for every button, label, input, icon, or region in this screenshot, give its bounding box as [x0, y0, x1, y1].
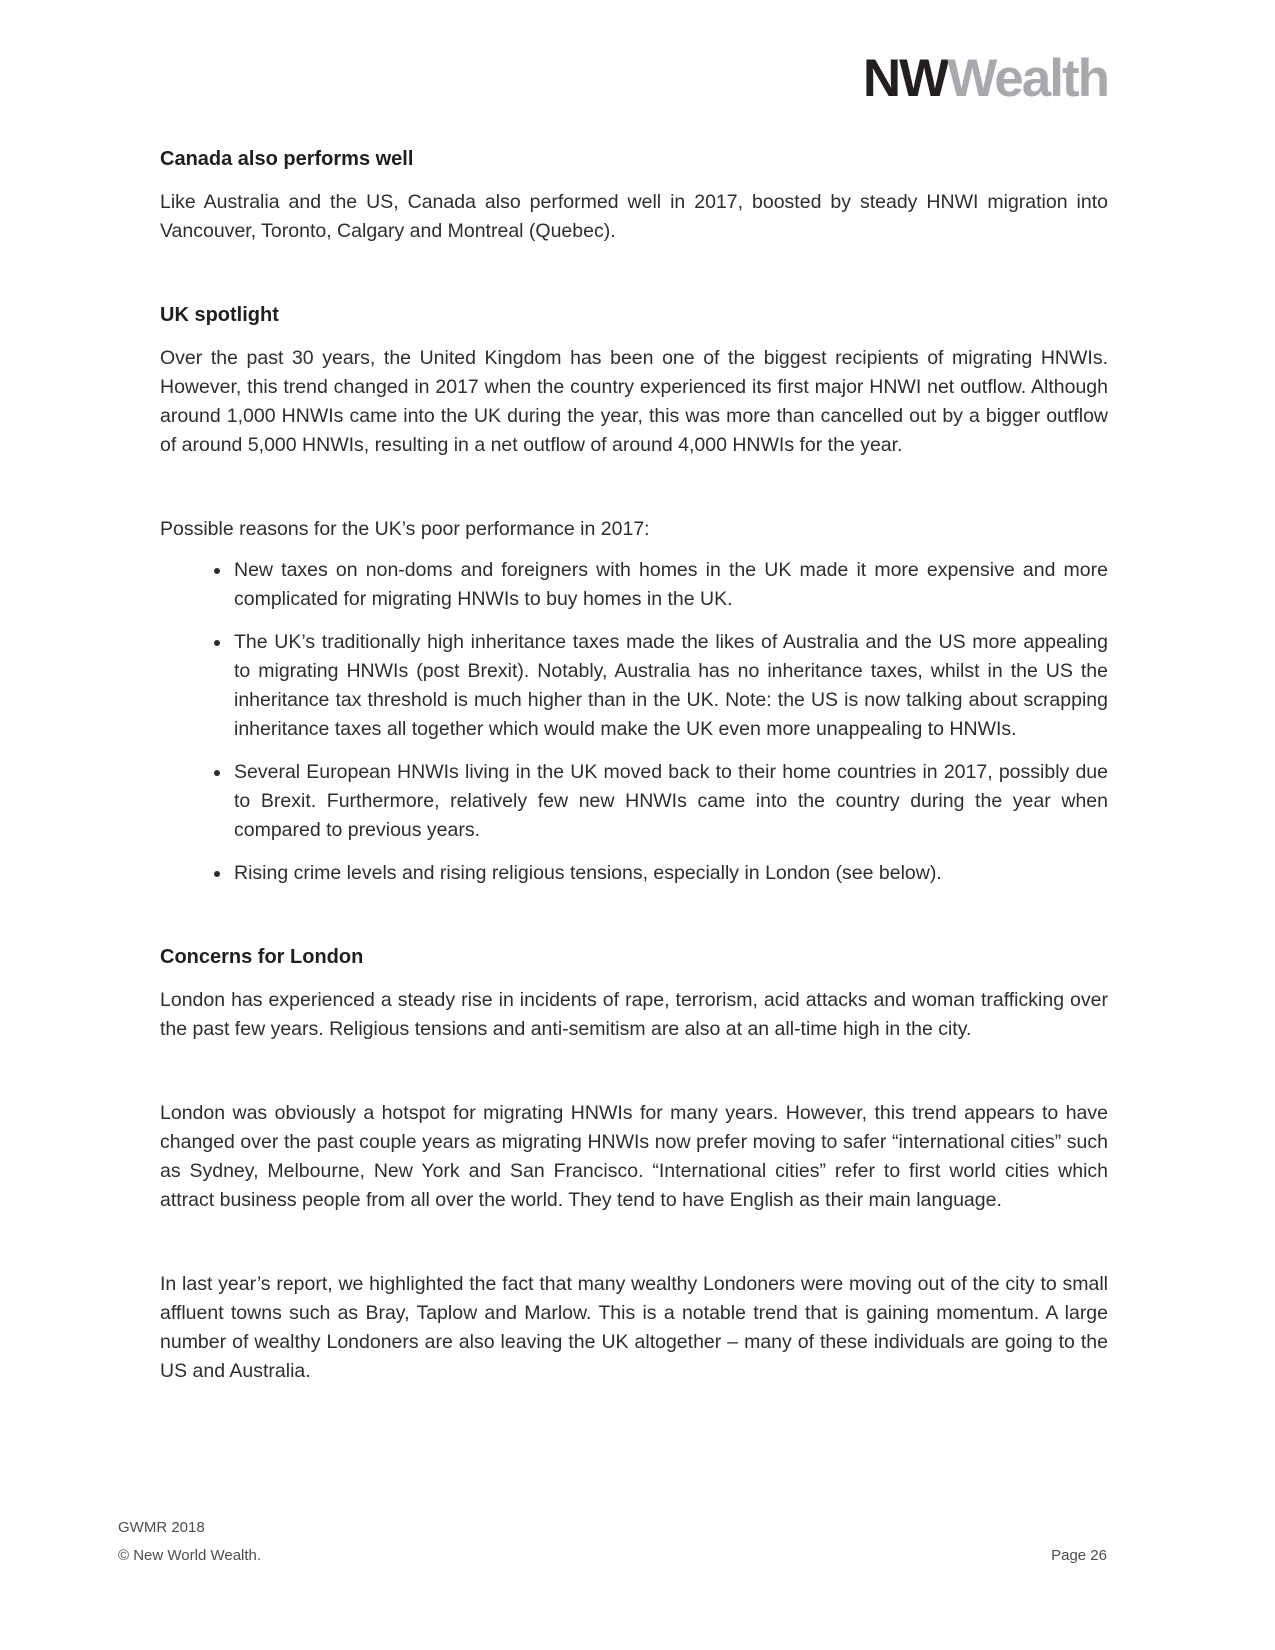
- footer-left: [118, 1514, 261, 1570]
- logo-wealth-text: Wealth: [947, 49, 1108, 108]
- paragraph: In last year’s report, we highlighted the fact that many wealthy Londoners were moving out of the city to small affluent towns such as Bray, Taplow and Marlow. This is a notable trend that is gaining momentum. A large number of wealthy Londoners are also leaving the UK altogether – many of these individuals are going to the US and Australia.: [160, 1273, 1108, 1382]
- bullet-item: • Rising crime levels and rising religious tensions, especially in London (see below).: [232, 859, 1108, 888]
- paragraph: Like Australia and the US, Canada also performed well in 2017, boosted by steady HNWI migration into Vancouver, Toronto, Calgary and Montreal (Quebec).: [160, 191, 1108, 242]
- paragraph: Possible reasons for the UK’s poor performance in 2017:: [160, 518, 650, 540]
- section-canada: [160, 145, 1108, 246]
- nw-wealth-logo: [862, 49, 1108, 108]
- section-heading: UK spotlight: [160, 304, 279, 326]
- logo-nw-text: NW: [862, 49, 948, 108]
- document-body: [160, 145, 1108, 1441]
- bullet-list: [160, 556, 1108, 888]
- footer-report-label: GWMR 2018: [118, 1519, 205, 1536]
- section-uk-spotlight: [160, 301, 1108, 888]
- bullet-item: • New taxes on non-doms and foreigners with homes in the UK made it more expensive and more complicated for migrating HNWIs to buy homes in the UK.: [232, 556, 1108, 614]
- paragraph: London has experienced a steady rise in incidents of rape, terrorism, acid attacks and woman trafficking over the past few years. Religious tensions and anti-semitism are also at an all-time high in the city.: [160, 989, 1108, 1040]
- footer-page-number: Page 26: [1051, 1547, 1107, 1564]
- section-heading: Canada also performs well: [160, 148, 414, 170]
- paragraph: London was obviously a hotspot for migrating HNWIs for many years. However, this trend appears to have changed over the past couple years as migrating HNWIs now prefer moving to safer “international cities” such as Sydney, Melbourne, New York and San Francisco. “International cities” refer to first world cities which attract business people from all over the world. They tend to have English as their main language.: [160, 1102, 1108, 1211]
- section-heading: Concerns for London: [160, 946, 364, 968]
- paragraph: Over the past 30 years, the United Kingdom has been one of the biggest recipients of migrating HNWIs. However, this trend changed in 2017 when the country experienced its first major HNWI net outflow. Although around 1,000 HNWIs came into the UK during the year, this was more than cancelled out by a bigger outflow of around 5,000 HNWIs, resulting in a net outflow of around 4,000 HNWIs for the year.: [160, 347, 1108, 456]
- bullet-item: • Several European HNWIs living in the UK moved back to their home countries in 2017, possibly due to Brexit. Furthermore, relatively few new HNWIs came into the country during the year when compared to previous years.: [232, 758, 1108, 845]
- footer-copyright: © New World Wealth.: [118, 1547, 262, 1564]
- bullet-item: • The UK’s traditionally high inheritance taxes made the likes of Australia and the US more appealing to migrating HNWIs (post Brexit). Notably, Australia has no inheritance taxes, whilst in the US the inheritance tax threshold is much higher than in the UK. Note: the US is now talking about scrapping inheritance taxes all together which would make the UK even more unappealing to HNWIs.: [232, 628, 1108, 744]
- section-concerns-london: [160, 943, 1108, 1386]
